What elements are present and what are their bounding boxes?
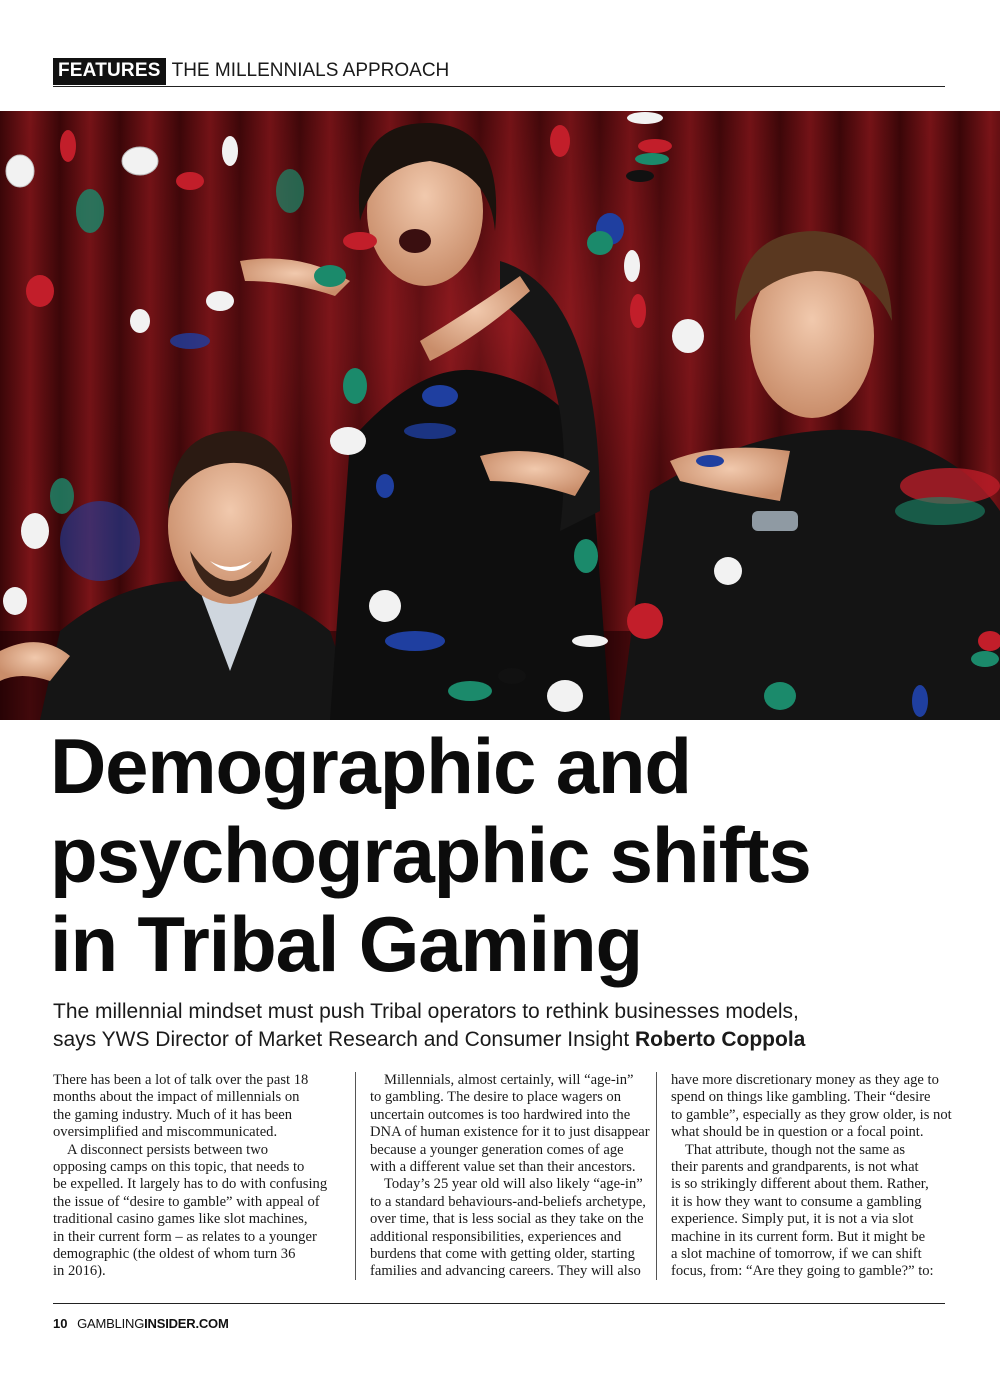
author-name: Roberto Coppola (635, 1028, 806, 1051)
site-url (77, 1316, 229, 1331)
page-footer (53, 1303, 945, 1331)
body-line: have more discretionary money as they age to (671, 1072, 939, 1088)
headline-line-2: psychographic shifts (50, 811, 811, 899)
body-line: focus, from: “Are they going to gamble?” to: (671, 1263, 934, 1280)
page-number: 10 (53, 1316, 68, 1331)
body-line: what should be in question or a focal point. (671, 1124, 924, 1141)
body-line: to gambling. The desire to place wagers on (370, 1089, 621, 1106)
body-line: demographic (the oldest of whom turn 36 (53, 1246, 296, 1263)
body-line: uncertain outcomes is too hardwired into the (370, 1106, 631, 1123)
body-line: burdens that come with getting older, starting (370, 1246, 635, 1263)
body-line: A disconnect persists between two (67, 1141, 269, 1158)
body-line: machine in its current form. But it might be (671, 1228, 926, 1245)
body-line: the gaming industry. Much of it has been (53, 1106, 292, 1123)
article-body (53, 1072, 952, 1280)
body-line: to a standard behaviours-and-beliefs archetype, (370, 1193, 646, 1210)
body-line: Today’s 25 year old will also likely “age-in” (384, 1176, 643, 1193)
body-line: in 2016). (53, 1263, 106, 1280)
standfirst-line-1: The millennial mindset must push Tribal operators to rethink businesses models, (53, 1000, 799, 1023)
body-line: the issue of “desire to gamble” with appeal of (53, 1193, 320, 1210)
body-line: That attribute, though not the same as (685, 1141, 906, 1158)
body-line: with a different value set than their ancestors. (370, 1159, 636, 1176)
body-line: be expelled. It largely has to do with confusing (53, 1176, 328, 1193)
headline (50, 722, 970, 989)
body-line: opposing camps on this topic, that needs to (53, 1159, 305, 1176)
body-line: DNA of human existence for it to just disappear (370, 1124, 650, 1141)
standfirst-line-2 (53, 1026, 953, 1054)
body-line: over time, that is less social as they take on the (370, 1211, 644, 1228)
body-line: a slot machine of tomorrow, if we can shift (671, 1246, 922, 1263)
body-line: months about the impact of millennials on (53, 1089, 300, 1106)
body-line: in their current form – as relates to a younger (53, 1228, 317, 1245)
headline-line-1: Demographic and (50, 722, 691, 810)
body-line: additional responsibilities, experiences and (370, 1228, 622, 1245)
body-column-2 (355, 1072, 650, 1280)
site-suffix: INSIDER.COM (144, 1316, 229, 1331)
body-line: because a younger generation comes of age (370, 1141, 624, 1158)
standfirst-line-2-text: says YWS Director of Market Research and Consumer Insight (53, 1028, 636, 1051)
body-line: traditional casino games like slot machines, (53, 1211, 308, 1228)
section-tag: FEATURES (53, 58, 166, 85)
body-line: families and advancing careers. They will also (370, 1263, 641, 1280)
hero-photo (0, 111, 1000, 720)
body-line: it is how they want to consume a gambling (671, 1193, 922, 1210)
body-line: is so strikingly different about them. Rather, (671, 1176, 929, 1193)
section-title: THE MILLENNIALS APPROACH (171, 60, 450, 81)
body-line: to gamble”, especially as they grow older, is not (671, 1106, 952, 1123)
body-column-1 (53, 1072, 333, 1281)
headline-line-3: in Tribal Gaming (50, 900, 642, 988)
body-line: experience. Simply put, it is not a via slot (671, 1211, 914, 1228)
body-line: oversimplified and miscommunicated. (53, 1124, 278, 1141)
body-column-3 (656, 1072, 952, 1280)
body-line: their parents and grandparents, is not what (671, 1159, 919, 1176)
standfirst (53, 998, 953, 1054)
site-prefix: GAMBLING (77, 1316, 145, 1331)
body-line: Millennials, almost certainly, will “age-in” (384, 1072, 634, 1088)
section-header (53, 56, 945, 87)
hero-illustration (0, 111, 1000, 720)
body-line: spend on things like gambling. Their “desire (671, 1089, 931, 1106)
body-line: There has been a lot of talk over the past 18 (53, 1072, 309, 1088)
